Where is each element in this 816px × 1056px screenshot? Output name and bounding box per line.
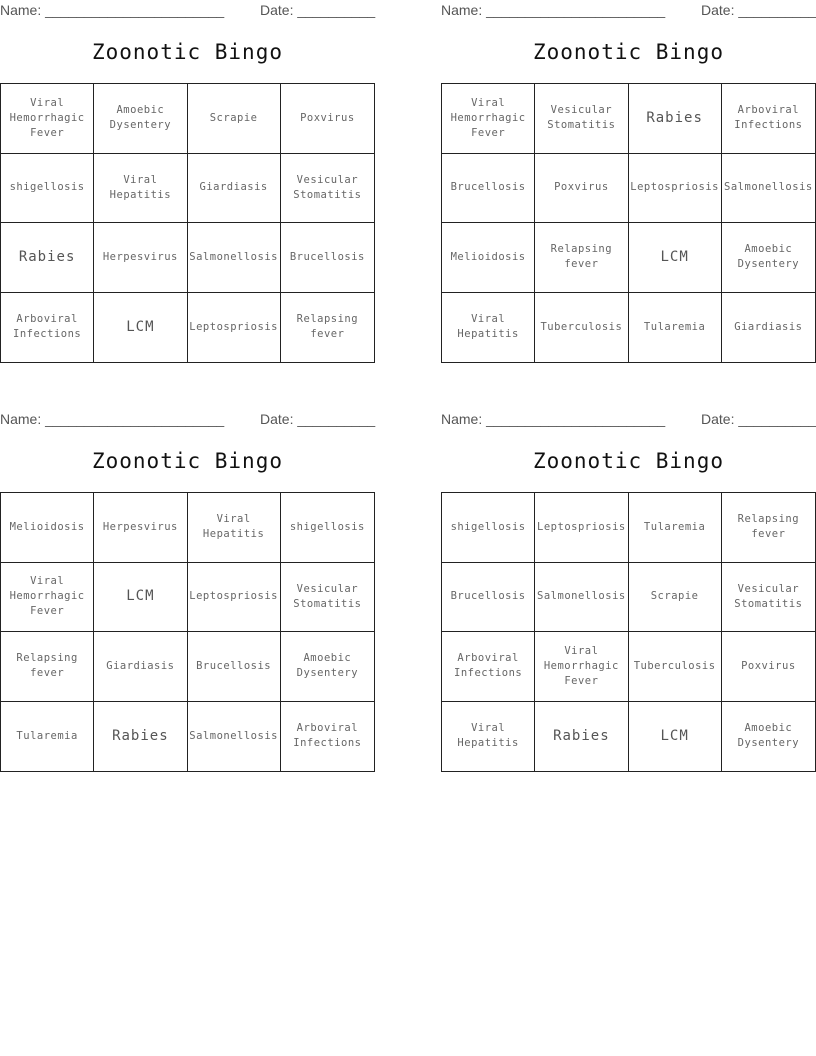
- bingo-cell: Viral Hemorrhagic Fever: [1, 84, 94, 154]
- name-field: Name: _______________________: [0, 411, 225, 427]
- bingo-cell: Arboviral Infections: [293, 722, 362, 750]
- bingo-cell: Relapsing fever: [296, 313, 359, 341]
- bingo-cell: Arboviral Infections: [442, 632, 535, 702]
- bingo-cell: Poxvirus: [281, 84, 374, 154]
- bingo-grid: [0, 83, 375, 363]
- bingo-cell: Leptospriosis: [535, 493, 628, 563]
- bingo-grid: [441, 83, 816, 363]
- bingo-cell: Giardiasis: [188, 154, 281, 224]
- bingo-cell: Tularemia: [629, 293, 722, 363]
- bingo-cell: Salmonellosis: [188, 702, 281, 772]
- bingo-cell: Giardiasis: [734, 320, 803, 333]
- bingo-cell: Vesicular Stomatitis: [281, 154, 374, 224]
- card-header: [441, 2, 816, 20]
- bingo-cell: Tularemia: [629, 493, 722, 563]
- bingo-cell: Scrapie: [188, 84, 281, 154]
- bingo-grid: [441, 492, 816, 772]
- card-title: Zoonotic Bingo: [91, 449, 283, 473]
- bingo-cell: Herpesvirus: [94, 493, 187, 563]
- bingo-cell: LCM: [629, 702, 722, 772]
- bingo-cell: Relapsing fever: [535, 223, 628, 293]
- bingo-cell: Poxvirus: [722, 632, 815, 702]
- bingo-cell: Rabies: [535, 702, 628, 772]
- name-field: Name: _______________________: [441, 411, 666, 427]
- bingo-cell: Relapsing fever: [722, 493, 815, 563]
- bingo-cell: Amoebic Dysentery: [722, 223, 815, 293]
- bingo-cell: Viral Hepatitis: [94, 154, 187, 224]
- bingo-cell: Rabies: [94, 702, 187, 772]
- bingo-cell: Relapsing fever: [1, 632, 94, 702]
- card-title: Zoonotic Bingo: [532, 40, 724, 64]
- card-header: [441, 411, 816, 429]
- card-title: Zoonotic Bingo: [532, 449, 724, 473]
- bingo-cell: Melioidosis: [442, 223, 535, 293]
- name-field: Name: _______________________: [0, 2, 225, 18]
- bingo-cell: Viral Hemorrhagic Fever: [535, 632, 628, 702]
- bingo-cell: Viral Hemorrhagic Fever: [1, 563, 94, 633]
- card-title: Zoonotic Bingo: [91, 40, 283, 64]
- bingo-cell: Vesicular Stomatitis: [722, 563, 815, 633]
- bingo-cell: Leptospriosis: [188, 563, 281, 633]
- bingo-cell: Tuberculosis: [535, 293, 628, 363]
- bingo-cell: LCM: [629, 223, 722, 293]
- bingo-cell: Salmonellosis: [722, 154, 815, 224]
- bingo-cell: LCM: [94, 563, 187, 633]
- bingo-cell: Scrapie: [629, 563, 722, 633]
- bingo-cell: Viral Hepatitis: [442, 702, 535, 772]
- bingo-cell: Salmonellosis: [535, 563, 628, 633]
- bingo-cell: Rabies: [1, 223, 94, 293]
- card-header: [0, 2, 375, 20]
- date-field: Date: __________: [260, 411, 376, 427]
- bingo-cell: Herpesvirus: [94, 223, 187, 293]
- bingo-card-1: [0, 0, 375, 380]
- bingo-card-3: [0, 409, 375, 789]
- bingo-cell: Tuberculosis: [629, 632, 722, 702]
- bingo-cell: Brucellosis: [188, 632, 281, 702]
- bingo-cell: Rabies: [629, 84, 722, 154]
- bingo-grid: [0, 492, 375, 772]
- bingo-cell: Vesicular Stomatitis: [535, 84, 628, 154]
- bingo-cell: Amoebic Dysentery: [737, 722, 800, 750]
- bingo-cell: Amoebic Dysentery: [94, 84, 187, 154]
- bingo-cell: Viral Hepatitis: [442, 293, 535, 363]
- bingo-cell: Poxvirus: [535, 154, 628, 224]
- card-header: [0, 411, 375, 429]
- bingo-cell: Giardiasis: [94, 632, 187, 702]
- bingo-cell: Salmonellosis: [188, 223, 281, 293]
- bingo-cell: shigellosis: [442, 493, 535, 563]
- date-field: Date: __________: [701, 411, 816, 427]
- bingo-cell: Brucellosis: [442, 563, 535, 633]
- bingo-card-4: [441, 409, 816, 789]
- date-field: Date: __________: [701, 2, 816, 18]
- bingo-cell: Brucellosis: [442, 154, 535, 224]
- name-field: Name: _______________________: [441, 2, 666, 18]
- bingo-cell: Arboviral Infections: [1, 293, 94, 363]
- bingo-cell: LCM: [94, 293, 187, 363]
- bingo-cell: Viral Hemorrhagic Fever: [442, 84, 535, 154]
- bingo-cell: shigellosis: [1, 154, 94, 224]
- bingo-cell: Viral Hepatitis: [188, 493, 281, 563]
- bingo-cell: Melioidosis: [1, 493, 94, 563]
- bingo-cell: Amoebic Dysentery: [281, 632, 374, 702]
- bingo-cell: Tularemia: [1, 702, 94, 772]
- bingo-cell: Brucellosis: [281, 223, 374, 293]
- date-field: Date: __________: [260, 2, 376, 18]
- bingo-cell: shigellosis: [281, 493, 374, 563]
- bingo-cell: Vesicular Stomatitis: [281, 563, 374, 633]
- bingo-cell: Leptospriosis: [188, 293, 281, 363]
- bingo-card-2: [441, 0, 816, 380]
- bingo-cell: Leptospriosis: [629, 154, 722, 224]
- bingo-cell: Arboviral Infections: [722, 84, 815, 154]
